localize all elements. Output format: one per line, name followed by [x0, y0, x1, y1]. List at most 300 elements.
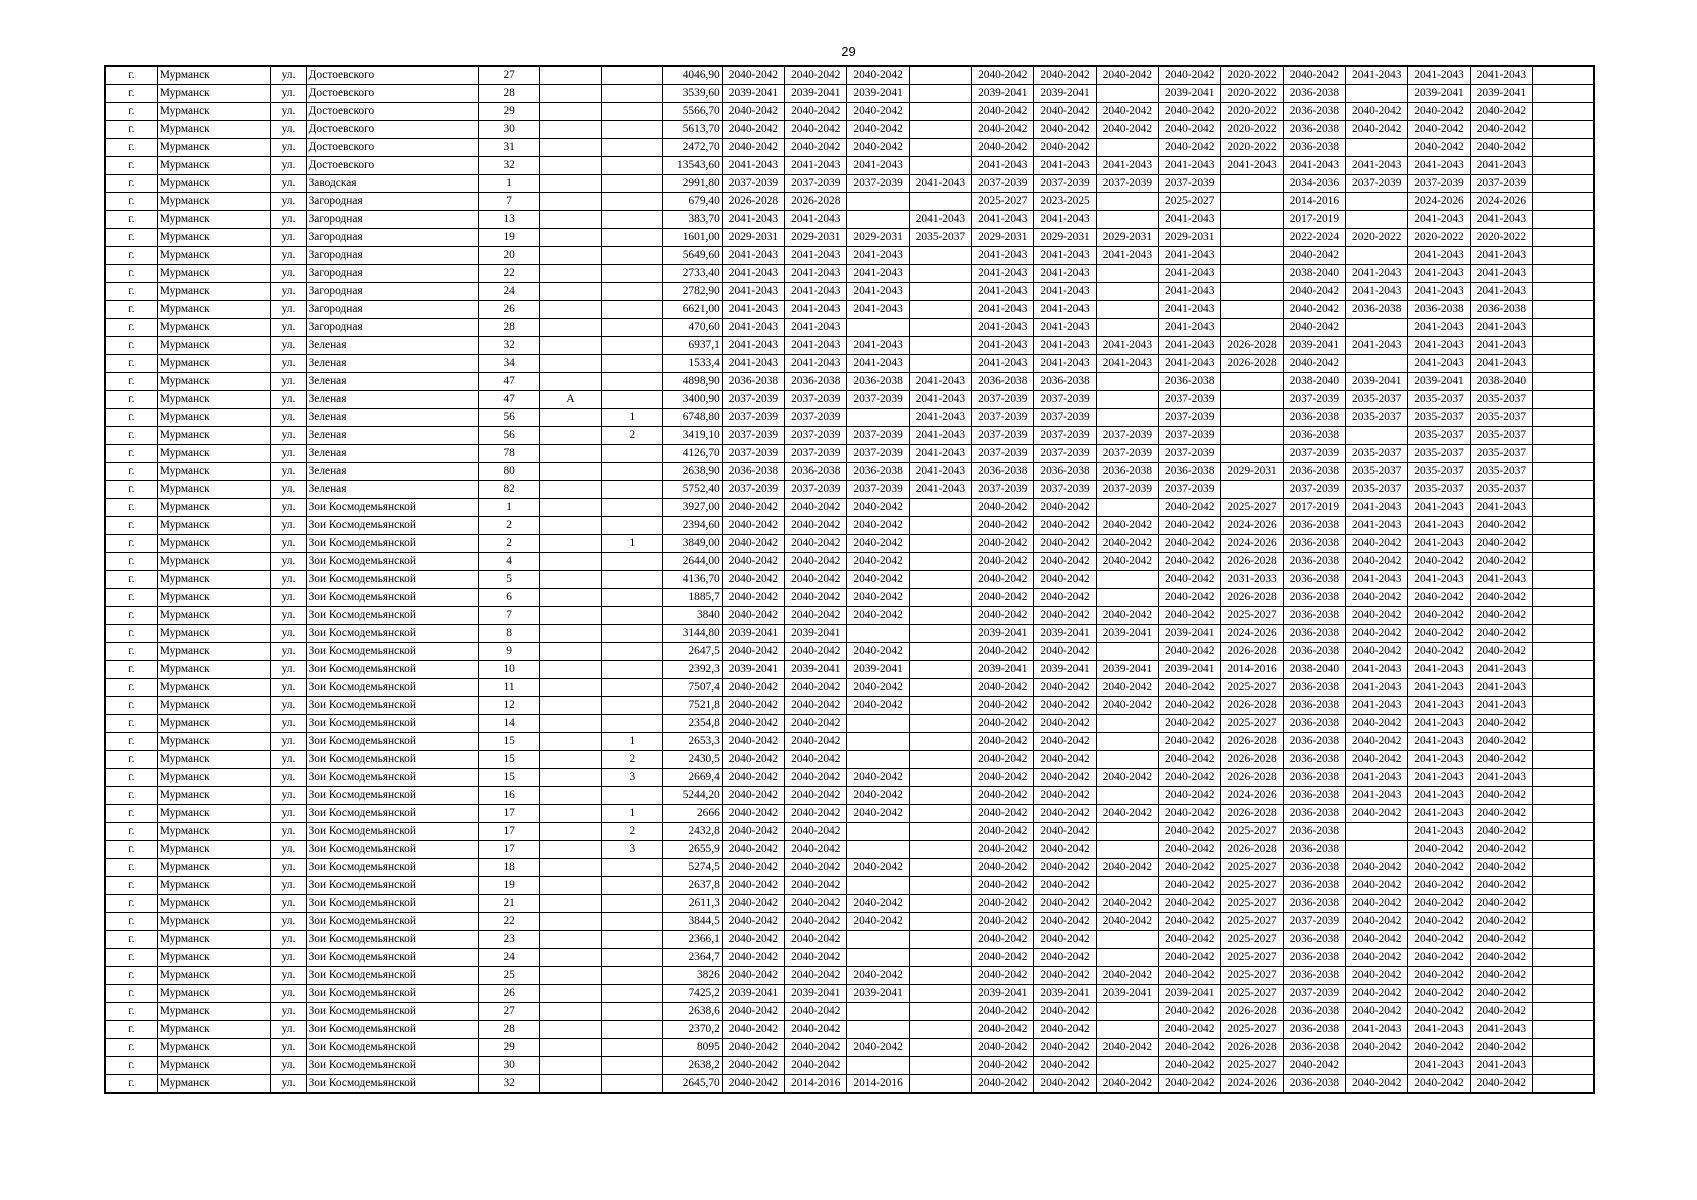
cell-house-number: 9	[479, 643, 539, 661]
cell-term-1: 2040-2042	[722, 913, 784, 931]
cell-term-2: 2040-2042	[785, 1003, 847, 1021]
cell-term-3	[847, 751, 909, 769]
cell-term-7	[1096, 1057, 1158, 1075]
cell-street-type: ул.	[271, 373, 306, 391]
table-row	[105, 1021, 1594, 1039]
cell-term-13: 2040-2042	[1470, 931, 1532, 949]
cell-term-4	[909, 1075, 971, 1094]
cell-term-9: 2020-2022	[1221, 139, 1283, 157]
cell-term-3	[847, 193, 909, 211]
table-row	[105, 571, 1594, 589]
cell-term-2: 2040-2042	[785, 103, 847, 121]
cell-term-7: 2040-2042	[1096, 1039, 1158, 1057]
cell-term-7	[1096, 391, 1158, 409]
cell-term-11	[1346, 211, 1408, 229]
cell-city: Мурманск	[157, 913, 271, 931]
cell-term-2: 2040-2042	[785, 499, 847, 517]
cell-term-6: 2039-2041	[1034, 661, 1096, 679]
cell-term-12: 2040-2042	[1408, 1003, 1470, 1021]
cell-extra	[1533, 409, 1594, 427]
cell-term-13: 2041-2043	[1470, 571, 1532, 589]
cell-building-letter	[539, 319, 601, 337]
cell-term-5: 2040-2042	[972, 553, 1034, 571]
cell-term-12: 2040-2042	[1408, 931, 1470, 949]
cell-term-3: 2040-2042	[847, 499, 909, 517]
cell-term-9: 2026-2028	[1221, 805, 1283, 823]
cell-street-type: ул.	[271, 913, 306, 931]
cell-extra	[1533, 85, 1594, 103]
cell-building-part	[602, 643, 663, 661]
cell-term-9: 2029-2031	[1221, 463, 1283, 481]
cell-building-letter	[539, 553, 601, 571]
cell-term-6: 2037-2039	[1034, 445, 1096, 463]
cell-term-13: 2041-2043	[1470, 697, 1532, 715]
cell-term-3: 2041-2043	[847, 157, 909, 175]
cell-area: 3840	[663, 607, 722, 625]
cell-term-7	[1096, 211, 1158, 229]
cell-term-12: 2041-2043	[1408, 355, 1470, 373]
cell-city: Мурманск	[157, 391, 271, 409]
cell-term-12: 2041-2043	[1408, 66, 1470, 85]
cell-street-name: Зои Космодемьянской	[306, 571, 479, 589]
cell-term-9: 2024-2026	[1221, 1075, 1283, 1094]
cell-building-letter	[539, 427, 601, 445]
cell-term-1: 2040-2042	[722, 877, 784, 895]
cell-term-8: 2041-2043	[1159, 355, 1221, 373]
cell-locality-type: г.	[105, 1075, 157, 1094]
cell-house-number: 30	[479, 1057, 539, 1075]
cell-term-5: 2040-2042	[972, 859, 1034, 877]
cell-term-6: 2040-2042	[1034, 805, 1096, 823]
cell-term-3: 2040-2042	[847, 607, 909, 625]
cell-term-10: 2036-2038	[1283, 553, 1345, 571]
cell-building-letter	[539, 1021, 601, 1039]
cell-term-6: 2036-2038	[1034, 373, 1096, 391]
cell-term-13: 2035-2037	[1470, 481, 1532, 499]
cell-term-6: 2040-2042	[1034, 715, 1096, 733]
cell-term-4: 2041-2043	[909, 427, 971, 445]
cell-term-4	[909, 337, 971, 355]
cell-building-letter	[539, 1039, 601, 1057]
cell-term-7	[1096, 301, 1158, 319]
cell-term-6: 2041-2043	[1034, 283, 1096, 301]
cell-term-9	[1221, 445, 1283, 463]
cell-term-7	[1096, 283, 1158, 301]
cell-term-8: 2040-2042	[1159, 859, 1221, 877]
cell-term-5: 2040-2042	[972, 103, 1034, 121]
table-row	[105, 787, 1594, 805]
cell-term-11: 2041-2043	[1346, 66, 1408, 85]
cell-locality-type: г.	[105, 535, 157, 553]
cell-term-13: 2041-2043	[1470, 499, 1532, 517]
cell-term-12: 2040-2042	[1408, 1075, 1470, 1094]
cell-term-2: 2040-2042	[785, 805, 847, 823]
cell-term-3: 2040-2042	[847, 895, 909, 913]
cell-street-type: ул.	[271, 679, 306, 697]
cell-term-10: 2036-2038	[1283, 751, 1345, 769]
cell-term-7	[1096, 841, 1158, 859]
cell-term-4	[909, 913, 971, 931]
cell-term-10: 2014-2016	[1283, 193, 1345, 211]
cell-term-13: 2041-2043	[1470, 247, 1532, 265]
cell-term-4	[909, 643, 971, 661]
cell-building-part: 3	[602, 769, 663, 787]
cell-building-letter	[539, 625, 601, 643]
cell-term-11: 2035-2037	[1346, 481, 1408, 499]
cell-city: Мурманск	[157, 301, 271, 319]
cell-term-2: 2036-2038	[785, 373, 847, 391]
cell-street-type: ул.	[271, 283, 306, 301]
cell-term-4	[909, 1039, 971, 1057]
cell-term-4	[909, 553, 971, 571]
cell-term-12: 2040-2042	[1408, 139, 1470, 157]
cell-term-13: 2035-2037	[1470, 445, 1532, 463]
cell-term-13: 2036-2038	[1470, 301, 1532, 319]
cell-term-11: 2040-2042	[1346, 967, 1408, 985]
cell-term-7: 2040-2042	[1096, 697, 1158, 715]
cell-term-11	[1346, 355, 1408, 373]
table-row	[105, 607, 1594, 625]
cell-street-name: Зои Космодемьянской	[306, 895, 479, 913]
cell-building-part	[602, 391, 663, 409]
cell-term-12: 2041-2043	[1408, 715, 1470, 733]
cell-building-letter	[539, 193, 601, 211]
cell-street-type: ул.	[271, 553, 306, 571]
cell-term-3: 2040-2042	[847, 66, 909, 85]
cell-house-number: 1	[479, 499, 539, 517]
cell-term-6: 2040-2042	[1034, 679, 1096, 697]
cell-term-5: 2041-2043	[972, 319, 1034, 337]
cell-street-type: ул.	[271, 535, 306, 553]
cell-term-5: 2040-2042	[972, 1003, 1034, 1021]
cell-term-12: 2041-2043	[1408, 679, 1470, 697]
cell-street-name: Достоевского	[306, 139, 479, 157]
cell-term-13: 2035-2037	[1470, 427, 1532, 445]
cell-area: 1601,00	[663, 229, 722, 247]
cell-term-6: 2040-2042	[1034, 895, 1096, 913]
cell-term-5: 2040-2042	[972, 787, 1034, 805]
cell-term-10: 2036-2038	[1283, 769, 1345, 787]
cell-extra	[1533, 373, 1594, 391]
cell-term-13: 2040-2042	[1470, 733, 1532, 751]
cell-term-3: 2040-2042	[847, 787, 909, 805]
cell-city: Мурманск	[157, 931, 271, 949]
cell-locality-type: г.	[105, 679, 157, 697]
cell-house-number: 22	[479, 265, 539, 283]
table-row	[105, 931, 1594, 949]
cell-term-2: 2039-2041	[785, 85, 847, 103]
cell-locality-type: г.	[105, 463, 157, 481]
cell-term-11: 2020-2022	[1346, 229, 1408, 247]
cell-area: 3844,5	[663, 913, 722, 931]
cell-term-3: 2040-2042	[847, 859, 909, 877]
cell-house-number: 23	[479, 931, 539, 949]
cell-term-7: 2041-2043	[1096, 337, 1158, 355]
cell-street-type: ул.	[271, 409, 306, 427]
cell-term-10: 2036-2038	[1283, 589, 1345, 607]
cell-term-2: 2014-2016	[785, 1075, 847, 1094]
cell-term-5: 2041-2043	[972, 211, 1034, 229]
cell-term-8: 2040-2042	[1159, 751, 1221, 769]
cell-locality-type: г.	[105, 823, 157, 841]
cell-extra	[1533, 1039, 1594, 1057]
cell-locality-type: г.	[105, 66, 157, 85]
cell-street-type: ул.	[271, 66, 306, 85]
cell-term-4	[909, 355, 971, 373]
cell-term-1: 2040-2042	[722, 1057, 784, 1075]
cell-term-10: 2036-2038	[1283, 787, 1345, 805]
cell-term-7	[1096, 1003, 1158, 1021]
cell-term-8: 2040-2042	[1159, 715, 1221, 733]
cell-term-12: 2041-2043	[1408, 733, 1470, 751]
cell-term-11: 2041-2043	[1346, 697, 1408, 715]
cell-term-12: 2040-2042	[1408, 859, 1470, 877]
cell-extra	[1533, 463, 1594, 481]
cell-term-8: 2041-2043	[1159, 337, 1221, 355]
cell-term-7	[1096, 949, 1158, 967]
cell-term-2: 2039-2041	[785, 625, 847, 643]
cell-street-type: ул.	[271, 193, 306, 211]
cell-extra	[1533, 355, 1594, 373]
cell-term-9: 2020-2022	[1221, 121, 1283, 139]
table-row	[105, 229, 1594, 247]
cell-term-5: 2040-2042	[972, 841, 1034, 859]
cell-term-12: 2040-2042	[1408, 895, 1470, 913]
cell-term-6: 2041-2043	[1034, 337, 1096, 355]
cell-area: 383,70	[663, 211, 722, 229]
cell-extra	[1533, 985, 1594, 1003]
cell-street-name: Загородная	[306, 193, 479, 211]
table-row	[105, 373, 1594, 391]
table-row	[105, 661, 1594, 679]
cell-term-12: 2041-2043	[1408, 157, 1470, 175]
cell-term-11: 2041-2043	[1346, 679, 1408, 697]
cell-term-3: 2014-2016	[847, 1075, 909, 1094]
cell-house-number: 17	[479, 805, 539, 823]
cell-term-7: 2040-2042	[1096, 517, 1158, 535]
cell-term-10: 2017-2019	[1283, 211, 1345, 229]
cell-term-12: 2040-2042	[1408, 877, 1470, 895]
table-row	[105, 66, 1594, 85]
cell-house-number: 34	[479, 355, 539, 373]
cell-term-11	[1346, 139, 1408, 157]
cell-area: 5613,70	[663, 121, 722, 139]
cell-street-name: Зои Космодемьянской	[306, 967, 479, 985]
cell-term-9	[1221, 247, 1283, 265]
cell-locality-type: г.	[105, 877, 157, 895]
cell-term-9: 2025-2027	[1221, 1057, 1283, 1075]
cell-term-10: 2036-2038	[1283, 103, 1345, 121]
cell-term-4	[909, 949, 971, 967]
cell-term-10: 2037-2039	[1283, 913, 1345, 931]
cell-term-10: 2040-2042	[1283, 355, 1345, 373]
cell-house-number: 47	[479, 373, 539, 391]
cell-area: 6748,80	[663, 409, 722, 427]
cell-term-4	[909, 841, 971, 859]
cell-street-type: ул.	[271, 499, 306, 517]
cell-locality-type: г.	[105, 571, 157, 589]
cell-term-7: 2039-2041	[1096, 625, 1158, 643]
cell-term-8: 2041-2043	[1159, 301, 1221, 319]
cell-area: 1885,7	[663, 589, 722, 607]
cell-street-name: Зеленая	[306, 463, 479, 481]
cell-term-12: 2040-2042	[1408, 607, 1470, 625]
cell-term-2: 2040-2042	[785, 571, 847, 589]
cell-term-9: 2025-2027	[1221, 823, 1283, 841]
cell-term-10: 2036-2038	[1283, 427, 1345, 445]
cell-term-6: 2029-2031	[1034, 229, 1096, 247]
cell-term-1: 2037-2039	[722, 175, 784, 193]
cell-term-4	[909, 193, 971, 211]
cell-term-10: 2036-2038	[1283, 931, 1345, 949]
cell-city: Мурманск	[157, 643, 271, 661]
cell-term-13: 2040-2042	[1470, 589, 1532, 607]
cell-term-4	[909, 121, 971, 139]
cell-house-number: 15	[479, 769, 539, 787]
cell-street-name: Загородная	[306, 229, 479, 247]
cell-term-7	[1096, 643, 1158, 661]
cell-term-4: 2035-2037	[909, 229, 971, 247]
cell-term-11: 2041-2043	[1346, 517, 1408, 535]
cell-house-number: 24	[479, 283, 539, 301]
cell-street-type: ул.	[271, 427, 306, 445]
cell-term-11: 2040-2042	[1346, 877, 1408, 895]
cell-term-5: 2037-2039	[972, 445, 1034, 463]
cell-city: Мурманск	[157, 697, 271, 715]
cell-street-name: Зои Космодемьянской	[306, 985, 479, 1003]
cell-extra	[1533, 805, 1594, 823]
cell-locality-type: г.	[105, 787, 157, 805]
cell-street-type: ул.	[271, 931, 306, 949]
cell-street-type: ул.	[271, 319, 306, 337]
cell-term-7: 2040-2042	[1096, 769, 1158, 787]
cell-term-1: 2040-2042	[722, 679, 784, 697]
cell-term-13: 2041-2043	[1470, 769, 1532, 787]
cell-term-7	[1096, 85, 1158, 103]
cell-city: Мурманск	[157, 769, 271, 787]
cell-term-3: 2040-2042	[847, 679, 909, 697]
cell-extra	[1533, 787, 1594, 805]
cell-term-9: 2026-2028	[1221, 769, 1283, 787]
cell-street-name: Достоевского	[306, 66, 479, 85]
cell-term-8: 2040-2042	[1159, 895, 1221, 913]
cell-term-9: 2025-2027	[1221, 967, 1283, 985]
cell-term-3: 2037-2039	[847, 391, 909, 409]
cell-street-type: ул.	[271, 121, 306, 139]
cell-term-11: 2040-2042	[1346, 625, 1408, 643]
cell-street-name: Зои Космодемьянской	[306, 931, 479, 949]
cell-term-12: 2041-2043	[1408, 571, 1470, 589]
cell-city: Мурманск	[157, 1039, 271, 1057]
cell-term-8: 2040-2042	[1159, 1075, 1221, 1094]
cell-term-6: 2040-2042	[1034, 1003, 1096, 1021]
cell-city: Мурманск	[157, 571, 271, 589]
cell-term-6: 2039-2041	[1034, 625, 1096, 643]
cell-street-type: ул.	[271, 949, 306, 967]
cell-area: 2472,70	[663, 139, 722, 157]
cell-building-letter	[539, 1003, 601, 1021]
cell-building-letter	[539, 463, 601, 481]
cell-term-11: 2040-2042	[1346, 859, 1408, 877]
cell-term-8: 2040-2042	[1159, 571, 1221, 589]
cell-term-4	[909, 895, 971, 913]
cell-term-4	[909, 733, 971, 751]
cell-term-2: 2040-2042	[785, 949, 847, 967]
cell-house-number: 26	[479, 301, 539, 319]
cell-term-9: 2026-2028	[1221, 355, 1283, 373]
cell-extra	[1533, 157, 1594, 175]
cell-building-letter	[539, 139, 601, 157]
cell-term-5: 2041-2043	[972, 247, 1034, 265]
cell-term-8: 2040-2042	[1159, 553, 1221, 571]
cell-area: 6621,00	[663, 301, 722, 319]
cell-term-4	[909, 679, 971, 697]
cell-locality-type: г.	[105, 229, 157, 247]
cell-term-13: 2040-2042	[1470, 913, 1532, 931]
cell-term-6: 2037-2039	[1034, 175, 1096, 193]
cell-term-5: 2040-2042	[972, 1057, 1034, 1075]
cell-area: 2991,80	[663, 175, 722, 193]
cell-locality-type: г.	[105, 625, 157, 643]
cell-term-4: 2041-2043	[909, 409, 971, 427]
cell-term-13: 2040-2042	[1470, 787, 1532, 805]
cell-building-letter	[539, 373, 601, 391]
cell-building-part: 1	[602, 733, 663, 751]
cell-term-1: 2041-2043	[722, 265, 784, 283]
cell-term-1: 2040-2042	[722, 589, 784, 607]
cell-term-5: 2029-2031	[972, 229, 1034, 247]
cell-term-1: 2040-2042	[722, 103, 784, 121]
cell-term-11: 2035-2037	[1346, 409, 1408, 427]
cell-building-letter	[539, 157, 601, 175]
table-row	[105, 859, 1594, 877]
cell-street-name: Зои Космодемьянской	[306, 733, 479, 751]
cell-term-3	[847, 949, 909, 967]
cell-term-13: 2035-2037	[1470, 463, 1532, 481]
cell-street-name: Зои Космодемьянской	[306, 715, 479, 733]
cell-house-number: 31	[479, 139, 539, 157]
cell-area: 2611,3	[663, 895, 722, 913]
cell-house-number: 32	[479, 337, 539, 355]
schedule-table	[104, 65, 1595, 1094]
cell-city: Мурманск	[157, 85, 271, 103]
cell-area: 1533,4	[663, 355, 722, 373]
cell-building-part	[602, 355, 663, 373]
cell-area: 5566,70	[663, 103, 722, 121]
cell-locality-type: г.	[105, 589, 157, 607]
cell-area: 2366,1	[663, 931, 722, 949]
cell-term-11: 2040-2042	[1346, 553, 1408, 571]
cell-term-2: 2040-2042	[785, 859, 847, 877]
cell-term-2: 2040-2042	[785, 769, 847, 787]
table-row	[105, 1003, 1594, 1021]
cell-term-7: 2040-2042	[1096, 679, 1158, 697]
cell-term-12: 2041-2043	[1408, 1021, 1470, 1039]
cell-building-letter	[539, 913, 601, 931]
cell-term-13: 2040-2042	[1470, 1039, 1532, 1057]
cell-house-number: 47	[479, 391, 539, 409]
cell-building-part: 3	[602, 841, 663, 859]
cell-term-1: 2040-2042	[722, 949, 784, 967]
cell-street-type: ул.	[271, 139, 306, 157]
cell-term-9	[1221, 229, 1283, 247]
cell-building-letter	[539, 643, 601, 661]
cell-street-name: Зои Космодемьянской	[306, 1021, 479, 1039]
cell-city: Мурманск	[157, 805, 271, 823]
cell-extra	[1533, 571, 1594, 589]
cell-term-4	[909, 589, 971, 607]
cell-term-5: 2040-2042	[972, 121, 1034, 139]
